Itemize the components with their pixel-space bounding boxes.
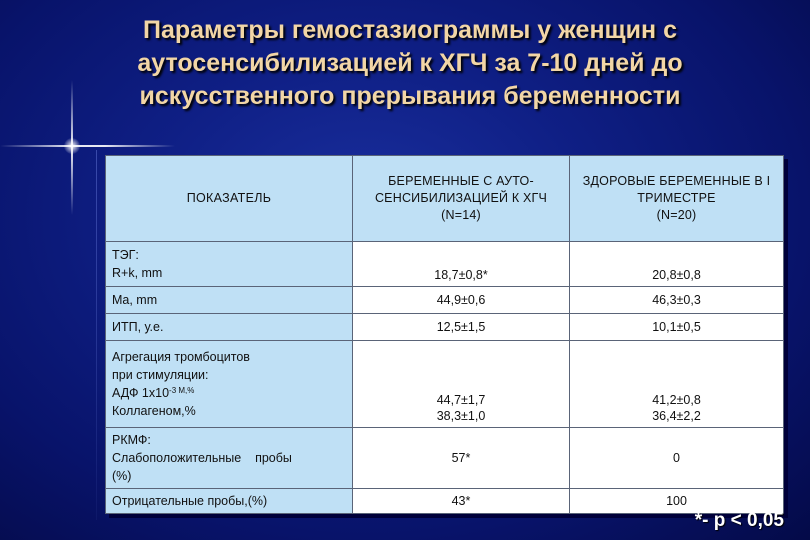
cell-value-group-2: 46,3±0,3 [570, 287, 784, 314]
cell-value-group-1: 12,5±1,5 [353, 314, 570, 341]
row-label-aggregation [106, 341, 353, 428]
cell-value-group-2 [570, 341, 784, 428]
row-label-ma: Ma, mm [106, 287, 353, 314]
header-group-1-name: БЕРЕМЕННЫЕ С АУТО-СЕНСИБИЛИЗАЦИЕЙ К ХГЧ [374, 174, 548, 205]
title-line-1: Параметры гемостазиограммы у женщин с [143, 16, 677, 44]
cell-value-group-2: 100 [570, 489, 784, 514]
row-label-line: при стимуляции: [112, 368, 209, 382]
row-label-line: R+k, mm [112, 266, 163, 280]
row-label-teg [106, 242, 353, 287]
cell-value-group-2: 0 [570, 428, 784, 489]
sparkle-star-icon [64, 138, 80, 154]
title-line-3: искусственного прерывания беременности [139, 82, 681, 110]
table-header-row [106, 156, 784, 242]
adf-exponent: -3 М,% [169, 386, 195, 395]
row-label-negative: Отрицательные пробы,(%) [106, 489, 353, 514]
row-label-itp: ИТП, у.е. [106, 314, 353, 341]
slide-title [60, 14, 760, 113]
table-row [106, 242, 784, 287]
cell-value-group-2: 10,1±0,5 [570, 314, 784, 341]
decorative-line [96, 150, 97, 520]
sparkle-horizontal-ray [0, 145, 175, 147]
cell-value-adf: 41,2±0,8 [652, 393, 701, 407]
table-row [106, 287, 784, 314]
header-indicator-text: ПОКАЗАТЕЛЬ [186, 191, 272, 205]
cell-value-group-1: 44,9±0,6 [353, 287, 570, 314]
cell-value-adf: 44,7±1,7 [436, 393, 486, 407]
table-row [106, 314, 784, 341]
header-group-2-name: ЗДОРОВЫЕ БЕРЕМЕННЫЕ В I ТРИМЕСТРЕ [582, 174, 771, 205]
cell-value-group-1: 43* [353, 489, 570, 514]
cell-value-group-1: 18,7±0,8* [353, 242, 570, 287]
row-label-line: (%) [112, 469, 132, 483]
header-group-1 [353, 156, 570, 242]
table-row [106, 341, 784, 428]
header-indicator [106, 156, 353, 242]
adf-label: АДФ 1х10 [112, 386, 170, 400]
cell-value-collagen: 36,4±2,2 [652, 409, 701, 423]
row-label-line [112, 384, 346, 402]
table-row [106, 489, 784, 514]
row-label-line: Агрегация тромбоцитов [112, 350, 250, 364]
table-row [106, 428, 784, 489]
hemostasis-table [105, 155, 784, 514]
title-line-2: аутосенсибилизацией к ХГЧ за 7-10 дней до [137, 49, 683, 77]
header-group-1-n: (N=14) [441, 208, 481, 222]
cell-value-group-1: 57* [353, 428, 570, 489]
cell-value-group-1 [353, 341, 570, 428]
significance-footnote: *- p < 0,05 [694, 510, 784, 531]
cell-value-group-2: 20,8±0,8 [570, 242, 784, 287]
row-label-line: Слабоположительные пробы [112, 451, 292, 465]
header-group-2 [570, 156, 784, 242]
row-label-line: РКМФ: [112, 433, 151, 447]
header-group-2-n: (N=20) [656, 208, 697, 222]
row-label-line: Коллагеном,% [112, 404, 196, 418]
row-label-rkmf [106, 428, 353, 489]
cell-value-collagen: 38,3±1,0 [436, 409, 486, 423]
row-label-line: ТЭГ: [112, 248, 139, 262]
